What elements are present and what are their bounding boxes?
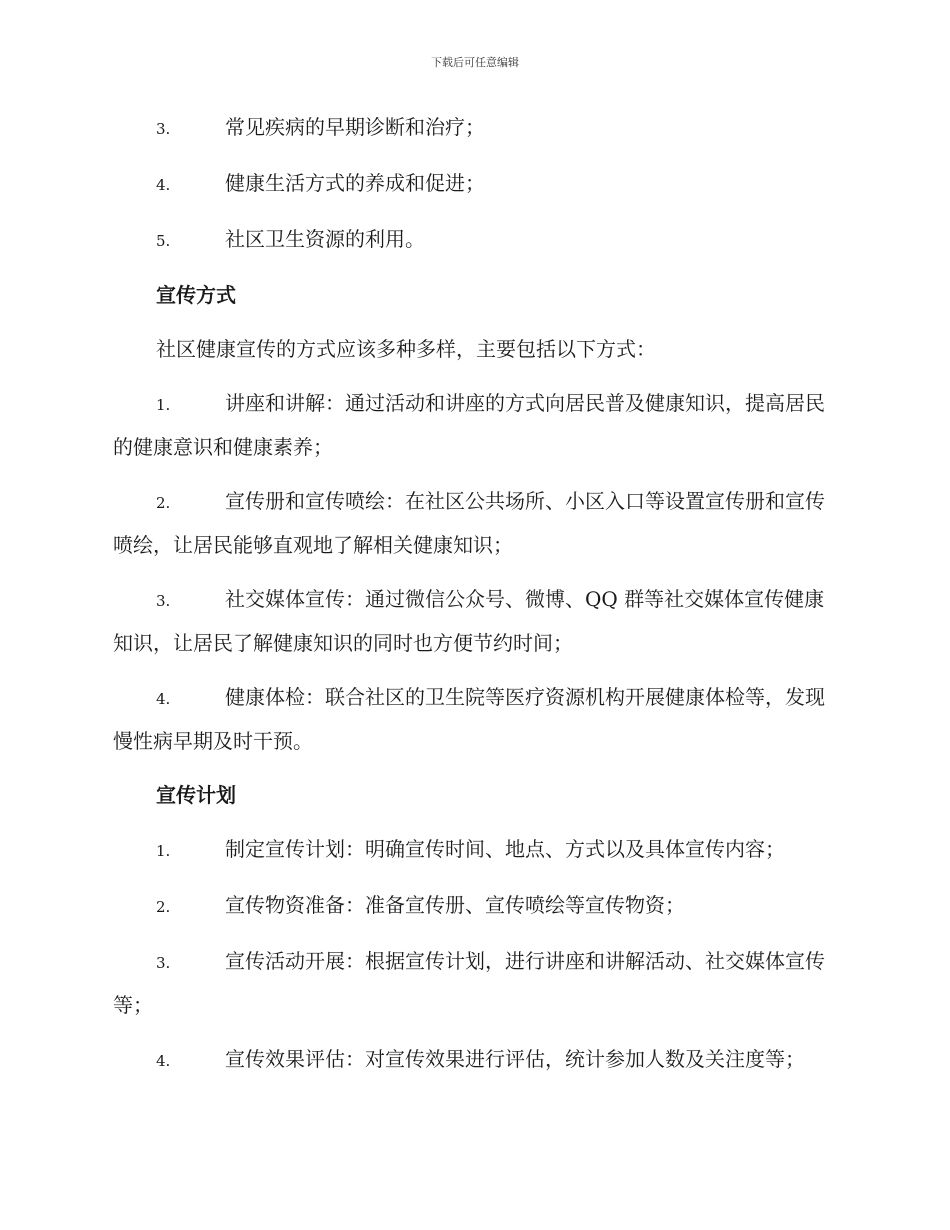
- list-text: 制定宣传计划：明确宣传时间、地点、方式以及具体宣传内容；: [225, 837, 785, 861]
- list-item: [113, 578, 837, 664]
- list-item: [113, 1038, 837, 1082]
- list-number: 2.: [156, 494, 171, 512]
- list-number: 3.: [156, 954, 171, 972]
- list-number: 3.: [156, 592, 171, 610]
- list-number: 4.: [156, 1052, 171, 1070]
- list-number: 1.: [156, 396, 171, 414]
- list-number: 4.: [156, 176, 171, 194]
- list-number: 5.: [156, 232, 171, 250]
- section-heading-plan: 宣传计划: [156, 783, 236, 807]
- list-number: 2.: [156, 898, 171, 916]
- list-number: 3.: [156, 120, 171, 138]
- list-text: 健康体检：联合社区的卫生院等医疗资源机构开展健康体检等，发现慢性病早期及时干预。: [113, 685, 825, 753]
- list-text: 健康生活方式的养成和促进；: [225, 171, 485, 195]
- section-intro: 社区健康宣传的方式应该多种多样，主要包括以下方式：: [156, 337, 656, 361]
- list-item: [113, 828, 837, 872]
- list-number: 4.: [156, 690, 171, 708]
- list-text: 常见疾病的早期诊断和治疗；: [225, 115, 485, 139]
- list-text: 社交媒体宣传：通过微信公众号、微博、QQ 群等社交媒体宣传健康知识，让居民了解健康知识的同时也方便节约时间；: [113, 587, 825, 655]
- list-item: [113, 218, 837, 262]
- list-text: 宣传册和宣传喷绘：在社区公共场所、小区入口等设置宣传册和宣传喷绘，让居民能够直观地了解相关健康知识；: [113, 489, 825, 557]
- list-text: 宣传物资准备：准备宣传册、宣传喷绘等宣传物资；: [225, 893, 685, 917]
- list-text: 宣传活动开展：根据宣传计划，进行讲座和讲解活动、社交媒体宣传等；: [113, 949, 825, 1017]
- list-item: [113, 162, 837, 206]
- list-item: [113, 676, 837, 762]
- list-item: [113, 106, 837, 150]
- document-body: [113, 106, 837, 1094]
- page-header: 下载后可任意编辑: [431, 56, 519, 69]
- list-text: 宣传效果评估：对宣传效果进行评估，统计参加人数及关注度等；: [225, 1047, 805, 1071]
- list-number: 1.: [156, 842, 171, 860]
- list-text: 社区卫生资源的利用。: [225, 227, 425, 251]
- list-item: [113, 940, 837, 1026]
- list-item: [113, 382, 837, 468]
- section-heading-methods: 宣传方式: [156, 283, 236, 307]
- list-item: [113, 884, 837, 928]
- list-item: [113, 480, 837, 566]
- list-text: 讲座和讲解：通过活动和讲座的方式向居民普及健康知识，提高居民的健康意识和健康素养；: [113, 391, 825, 459]
